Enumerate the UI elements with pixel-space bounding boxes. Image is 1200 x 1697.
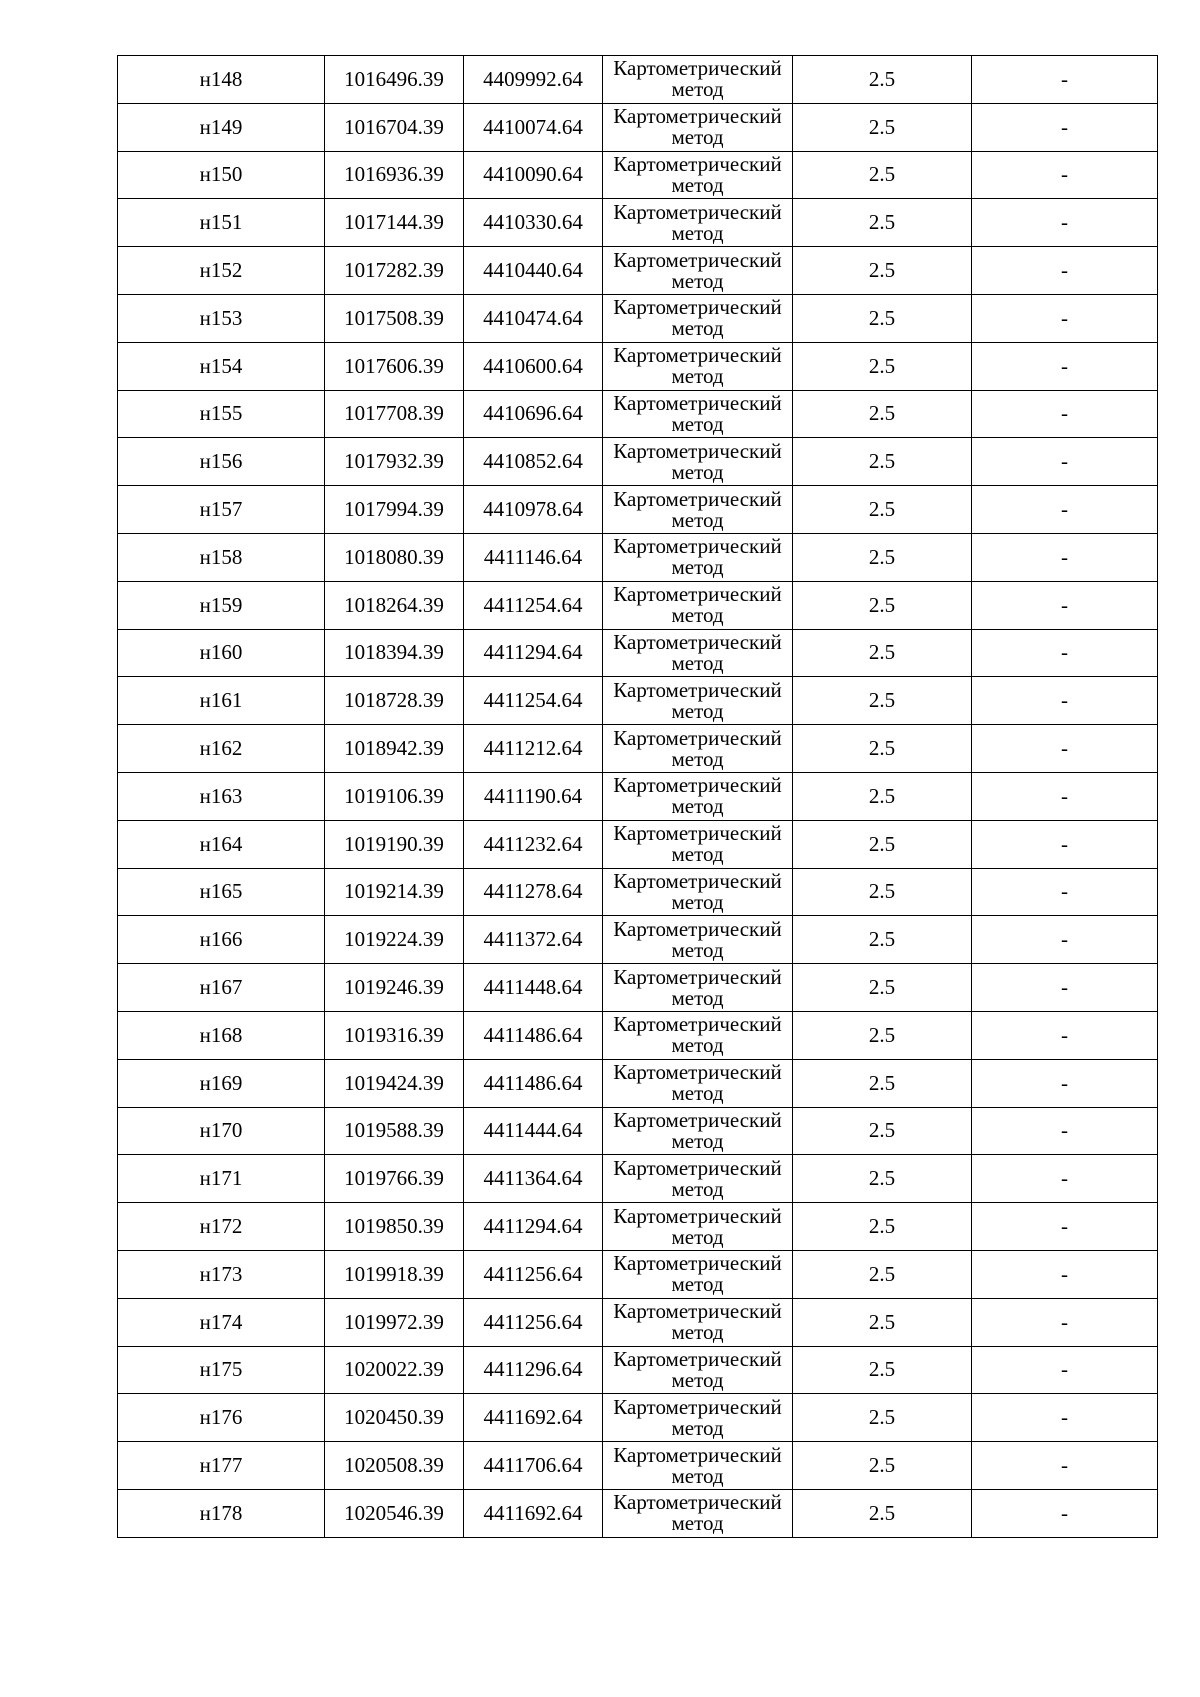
method-line-1: Картометрический bbox=[613, 56, 782, 81]
x-coordinate-cell: 1018942.39 bbox=[325, 725, 464, 773]
y-coordinate-cell: 4410696.64 bbox=[464, 390, 603, 438]
accuracy-cell: 2.5 bbox=[793, 103, 972, 151]
method-line-2: метод bbox=[671, 125, 724, 150]
y-coordinate-cell: 4410090.64 bbox=[464, 151, 603, 199]
y-coordinate-cell: 4411372.64 bbox=[464, 916, 603, 964]
note-cell: - bbox=[972, 247, 1158, 295]
method-cell bbox=[603, 916, 793, 964]
y-coordinate-cell: 4410330.64 bbox=[464, 199, 603, 247]
note-cell: - bbox=[972, 725, 1158, 773]
x-coordinate-cell: 1019588.39 bbox=[325, 1107, 464, 1155]
method-line-1: Картометрический bbox=[613, 773, 782, 798]
method-line-2: метод bbox=[671, 603, 724, 628]
method-line-1: Картометрический bbox=[613, 1107, 782, 1132]
method-line-2: метод bbox=[671, 746, 724, 771]
accuracy-cell: 2.5 bbox=[793, 533, 972, 581]
x-coordinate-cell: 1017282.39 bbox=[325, 247, 464, 295]
accuracy-cell: 2.5 bbox=[793, 294, 972, 342]
method-line-1: Картометрический bbox=[613, 1394, 782, 1419]
method-line-1: Картометрический bbox=[613, 1299, 782, 1324]
method-line-2: метод bbox=[671, 985, 724, 1010]
x-coordinate-cell: 1019918.39 bbox=[325, 1250, 464, 1298]
y-coordinate-cell: 4411706.64 bbox=[464, 1442, 603, 1490]
method-line-1: Картометрический bbox=[613, 390, 782, 415]
point-id-cell: н174 bbox=[118, 1298, 325, 1346]
method-line-2: метод bbox=[671, 937, 724, 962]
method-cell bbox=[603, 964, 793, 1012]
point-id-cell: н170 bbox=[118, 1107, 325, 1155]
note-cell: - bbox=[972, 294, 1158, 342]
note-cell: - bbox=[972, 868, 1158, 916]
table-row bbox=[118, 629, 1158, 677]
method-line-1: Картометрический bbox=[613, 199, 782, 224]
point-id-cell: н150 bbox=[118, 151, 325, 199]
accuracy-cell: 2.5 bbox=[793, 390, 972, 438]
point-id-cell: н160 bbox=[118, 629, 325, 677]
method-line-2: метод bbox=[671, 459, 724, 484]
method-line-2: метод bbox=[671, 411, 724, 436]
y-coordinate-cell: 4410600.64 bbox=[464, 342, 603, 390]
x-coordinate-cell: 1018728.39 bbox=[325, 677, 464, 725]
accuracy-cell: 2.5 bbox=[793, 1155, 972, 1203]
y-coordinate-cell: 4411294.64 bbox=[464, 1203, 603, 1251]
x-coordinate-cell: 1019850.39 bbox=[325, 1203, 464, 1251]
x-coordinate-cell: 1016704.39 bbox=[325, 103, 464, 151]
method-line-2: метод bbox=[671, 1224, 724, 1249]
note-cell: - bbox=[972, 342, 1158, 390]
y-coordinate-cell: 4411692.64 bbox=[464, 1394, 603, 1442]
method-line-2: метод bbox=[671, 172, 724, 197]
method-cell bbox=[603, 1203, 793, 1251]
note-cell: - bbox=[972, 581, 1158, 629]
y-coordinate-cell: 4411146.64 bbox=[464, 533, 603, 581]
table-row bbox=[118, 486, 1158, 534]
method-line-1: Картометрический bbox=[613, 821, 782, 846]
y-coordinate-cell: 4410074.64 bbox=[464, 103, 603, 151]
accuracy-cell: 2.5 bbox=[793, 964, 972, 1012]
x-coordinate-cell: 1017708.39 bbox=[325, 390, 464, 438]
table-row bbox=[118, 916, 1158, 964]
method-line-2: метод bbox=[671, 1081, 724, 1106]
y-coordinate-cell: 4411692.64 bbox=[464, 1489, 603, 1537]
y-coordinate-cell: 4411190.64 bbox=[464, 772, 603, 820]
note-cell: - bbox=[972, 438, 1158, 486]
table-row bbox=[118, 1250, 1158, 1298]
note-cell: - bbox=[972, 1203, 1158, 1251]
table-row bbox=[118, 294, 1158, 342]
y-coordinate-cell: 4411444.64 bbox=[464, 1107, 603, 1155]
table-row bbox=[118, 581, 1158, 629]
method-cell bbox=[603, 438, 793, 486]
x-coordinate-cell: 1020450.39 bbox=[325, 1394, 464, 1442]
note-cell: - bbox=[972, 1155, 1158, 1203]
accuracy-cell: 2.5 bbox=[793, 820, 972, 868]
table-row bbox=[118, 772, 1158, 820]
x-coordinate-cell: 1019214.39 bbox=[325, 868, 464, 916]
table-row bbox=[118, 868, 1158, 916]
x-coordinate-cell: 1017508.39 bbox=[325, 294, 464, 342]
method-cell bbox=[603, 820, 793, 868]
y-coordinate-cell: 4411296.64 bbox=[464, 1346, 603, 1394]
y-coordinate-cell: 4411294.64 bbox=[464, 629, 603, 677]
method-cell bbox=[603, 1394, 793, 1442]
point-id-cell: н162 bbox=[118, 725, 325, 773]
method-cell bbox=[603, 103, 793, 151]
method-line-2: метод bbox=[671, 650, 724, 675]
table-row bbox=[118, 1346, 1158, 1394]
method-cell bbox=[603, 772, 793, 820]
method-line-1: Картометрический bbox=[613, 247, 782, 272]
point-id-cell: н166 bbox=[118, 916, 325, 964]
x-coordinate-cell: 1019972.39 bbox=[325, 1298, 464, 1346]
table-row bbox=[118, 1059, 1158, 1107]
accuracy-cell: 2.5 bbox=[793, 1250, 972, 1298]
method-cell bbox=[603, 151, 793, 199]
table-row bbox=[118, 1011, 1158, 1059]
point-id-cell: н178 bbox=[118, 1489, 325, 1537]
note-cell: - bbox=[972, 103, 1158, 151]
point-id-cell: н159 bbox=[118, 581, 325, 629]
table-row bbox=[118, 390, 1158, 438]
point-id-cell: н155 bbox=[118, 390, 325, 438]
accuracy-cell: 2.5 bbox=[793, 868, 972, 916]
accuracy-cell: 2.5 bbox=[793, 581, 972, 629]
table-row bbox=[118, 1107, 1158, 1155]
method-cell bbox=[603, 56, 793, 104]
y-coordinate-cell: 4411212.64 bbox=[464, 725, 603, 773]
x-coordinate-cell: 1017932.39 bbox=[325, 438, 464, 486]
table-row bbox=[118, 247, 1158, 295]
accuracy-cell: 2.5 bbox=[793, 56, 972, 104]
method-line-2: метод bbox=[671, 220, 724, 245]
method-line-2: метод bbox=[671, 794, 724, 819]
method-line-1: Картометрический bbox=[613, 964, 782, 989]
method-cell bbox=[603, 1346, 793, 1394]
method-cell bbox=[603, 1059, 793, 1107]
y-coordinate-cell: 4411256.64 bbox=[464, 1250, 603, 1298]
table-row bbox=[118, 342, 1158, 390]
x-coordinate-cell: 1018080.39 bbox=[325, 533, 464, 581]
method-line-1: Картометрический bbox=[613, 1060, 782, 1085]
method-cell bbox=[603, 581, 793, 629]
method-cell bbox=[603, 342, 793, 390]
coordinates-table bbox=[117, 55, 1158, 1538]
table-row bbox=[118, 725, 1158, 773]
point-id-cell: н171 bbox=[118, 1155, 325, 1203]
x-coordinate-cell: 1017606.39 bbox=[325, 342, 464, 390]
y-coordinate-cell: 4411486.64 bbox=[464, 1011, 603, 1059]
note-cell: - bbox=[972, 772, 1158, 820]
y-coordinate-cell: 4410440.64 bbox=[464, 247, 603, 295]
y-coordinate-cell: 4411486.64 bbox=[464, 1059, 603, 1107]
table-row bbox=[118, 438, 1158, 486]
method-cell bbox=[603, 629, 793, 677]
method-line-2: метод bbox=[671, 1033, 724, 1058]
x-coordinate-cell: 1017144.39 bbox=[325, 199, 464, 247]
method-line-2: метод bbox=[671, 555, 724, 580]
method-line-1: Картометрический bbox=[613, 104, 782, 129]
method-line-2: метод bbox=[671, 1176, 724, 1201]
table-row bbox=[118, 1442, 1158, 1490]
point-id-cell: н177 bbox=[118, 1442, 325, 1490]
method-line-1: Картометрический bbox=[613, 295, 782, 320]
table-row bbox=[118, 151, 1158, 199]
x-coordinate-cell: 1019246.39 bbox=[325, 964, 464, 1012]
method-line-2: метод bbox=[671, 1511, 724, 1536]
note-cell: - bbox=[972, 151, 1158, 199]
accuracy-cell: 2.5 bbox=[793, 1059, 972, 1107]
note-cell: - bbox=[972, 1442, 1158, 1490]
method-line-1: Картометрический bbox=[613, 1155, 782, 1180]
method-cell bbox=[603, 1489, 793, 1537]
point-id-cell: н154 bbox=[118, 342, 325, 390]
point-id-cell: н176 bbox=[118, 1394, 325, 1442]
table-row bbox=[118, 677, 1158, 725]
point-id-cell: н148 bbox=[118, 56, 325, 104]
method-cell bbox=[603, 390, 793, 438]
note-cell: - bbox=[972, 390, 1158, 438]
note-cell: - bbox=[972, 1298, 1158, 1346]
method-line-2: метод bbox=[671, 1415, 724, 1440]
table-row bbox=[118, 1155, 1158, 1203]
point-id-cell: н161 bbox=[118, 677, 325, 725]
x-coordinate-cell: 1020508.39 bbox=[325, 1442, 464, 1490]
method-cell bbox=[603, 1442, 793, 1490]
method-cell bbox=[603, 1107, 793, 1155]
method-line-1: Картометрический bbox=[613, 582, 782, 607]
accuracy-cell: 2.5 bbox=[793, 1442, 972, 1490]
point-id-cell: н152 bbox=[118, 247, 325, 295]
note-cell: - bbox=[972, 486, 1158, 534]
note-cell: - bbox=[972, 916, 1158, 964]
method-line-2: метод bbox=[671, 1272, 724, 1297]
point-id-cell: н168 bbox=[118, 1011, 325, 1059]
y-coordinate-cell: 4411254.64 bbox=[464, 581, 603, 629]
accuracy-cell: 2.5 bbox=[793, 199, 972, 247]
x-coordinate-cell: 1020022.39 bbox=[325, 1346, 464, 1394]
y-coordinate-cell: 4411278.64 bbox=[464, 868, 603, 916]
method-cell bbox=[603, 1155, 793, 1203]
y-coordinate-cell: 4411448.64 bbox=[464, 964, 603, 1012]
note-cell: - bbox=[972, 1059, 1158, 1107]
accuracy-cell: 2.5 bbox=[793, 1394, 972, 1442]
method-cell bbox=[603, 486, 793, 534]
table-row bbox=[118, 1298, 1158, 1346]
accuracy-cell: 2.5 bbox=[793, 916, 972, 964]
point-id-cell: н149 bbox=[118, 103, 325, 151]
method-line-1: Картометрический bbox=[613, 486, 782, 511]
x-coordinate-cell: 1018264.39 bbox=[325, 581, 464, 629]
y-coordinate-cell: 4411232.64 bbox=[464, 820, 603, 868]
point-id-cell: н175 bbox=[118, 1346, 325, 1394]
accuracy-cell: 2.5 bbox=[793, 247, 972, 295]
note-cell: - bbox=[972, 820, 1158, 868]
x-coordinate-cell: 1019424.39 bbox=[325, 1059, 464, 1107]
method-cell bbox=[603, 1298, 793, 1346]
table-row bbox=[118, 820, 1158, 868]
accuracy-cell: 2.5 bbox=[793, 1489, 972, 1537]
point-id-cell: н163 bbox=[118, 772, 325, 820]
method-cell bbox=[603, 725, 793, 773]
note-cell: - bbox=[972, 1107, 1158, 1155]
method-line-1: Картометрический bbox=[613, 343, 782, 368]
note-cell: - bbox=[972, 1346, 1158, 1394]
method-line-2: метод bbox=[671, 316, 724, 341]
accuracy-cell: 2.5 bbox=[793, 151, 972, 199]
method-line-1: Картометрический bbox=[613, 534, 782, 559]
y-coordinate-cell: 4409992.64 bbox=[464, 56, 603, 104]
y-coordinate-cell: 4411254.64 bbox=[464, 677, 603, 725]
point-id-cell: н151 bbox=[118, 199, 325, 247]
method-line-2: метод bbox=[671, 698, 724, 723]
accuracy-cell: 2.5 bbox=[793, 1298, 972, 1346]
accuracy-cell: 2.5 bbox=[793, 1107, 972, 1155]
method-line-1: Картометрический bbox=[613, 151, 782, 176]
y-coordinate-cell: 4411364.64 bbox=[464, 1155, 603, 1203]
note-cell: - bbox=[972, 1394, 1158, 1442]
method-line-1: Картометрический bbox=[613, 868, 782, 893]
point-id-cell: н172 bbox=[118, 1203, 325, 1251]
method-cell bbox=[603, 199, 793, 247]
method-line-1: Картометрический bbox=[613, 1203, 782, 1228]
y-coordinate-cell: 4410978.64 bbox=[464, 486, 603, 534]
note-cell: - bbox=[972, 199, 1158, 247]
method-line-1: Картометрический bbox=[613, 629, 782, 654]
method-cell bbox=[603, 868, 793, 916]
method-line-1: Картометрический bbox=[613, 1012, 782, 1037]
method-line-2: метод bbox=[671, 1320, 724, 1345]
note-cell: - bbox=[972, 677, 1158, 725]
method-line-1: Картометрический bbox=[613, 1442, 782, 1467]
point-id-cell: н158 bbox=[118, 533, 325, 581]
method-line-2: метод bbox=[671, 364, 724, 389]
table-body bbox=[118, 56, 1158, 1538]
x-coordinate-cell: 1016496.39 bbox=[325, 56, 464, 104]
x-coordinate-cell: 1019224.39 bbox=[325, 916, 464, 964]
method-line-1: Картометрический bbox=[613, 677, 782, 702]
method-line-1: Картометрический bbox=[613, 438, 782, 463]
accuracy-cell: 2.5 bbox=[793, 629, 972, 677]
table-row bbox=[118, 56, 1158, 104]
method-line-1: Картометрический bbox=[613, 916, 782, 941]
note-cell: - bbox=[972, 1011, 1158, 1059]
note-cell: - bbox=[972, 533, 1158, 581]
point-id-cell: н165 bbox=[118, 868, 325, 916]
point-id-cell: н157 bbox=[118, 486, 325, 534]
method-line-2: метод bbox=[671, 889, 724, 914]
point-id-cell: н153 bbox=[118, 294, 325, 342]
table-row bbox=[118, 1203, 1158, 1251]
note-cell: - bbox=[972, 1489, 1158, 1537]
table-row bbox=[118, 199, 1158, 247]
method-line-1: Картометрический bbox=[613, 1490, 782, 1515]
table-row bbox=[118, 1394, 1158, 1442]
table-row bbox=[118, 1489, 1158, 1537]
accuracy-cell: 2.5 bbox=[793, 1203, 972, 1251]
point-id-cell: н169 bbox=[118, 1059, 325, 1107]
accuracy-cell: 2.5 bbox=[793, 1011, 972, 1059]
table-row bbox=[118, 103, 1158, 151]
method-line-2: метод bbox=[671, 77, 724, 102]
x-coordinate-cell: 1016936.39 bbox=[325, 151, 464, 199]
x-coordinate-cell: 1018394.39 bbox=[325, 629, 464, 677]
x-coordinate-cell: 1019190.39 bbox=[325, 820, 464, 868]
method-line-1: Картометрический bbox=[613, 1346, 782, 1371]
method-line-2: метод bbox=[671, 842, 724, 867]
point-id-cell: н173 bbox=[118, 1250, 325, 1298]
x-coordinate-cell: 1019106.39 bbox=[325, 772, 464, 820]
method-line-2: метод bbox=[671, 1367, 724, 1392]
method-line-2: метод bbox=[671, 1128, 724, 1153]
accuracy-cell: 2.5 bbox=[793, 342, 972, 390]
accuracy-cell: 2.5 bbox=[793, 438, 972, 486]
x-coordinate-cell: 1019766.39 bbox=[325, 1155, 464, 1203]
table-row bbox=[118, 533, 1158, 581]
point-id-cell: н167 bbox=[118, 964, 325, 1012]
x-coordinate-cell: 1017994.39 bbox=[325, 486, 464, 534]
y-coordinate-cell: 4410474.64 bbox=[464, 294, 603, 342]
method-line-1: Картометрический bbox=[613, 725, 782, 750]
accuracy-cell: 2.5 bbox=[793, 772, 972, 820]
method-line-2: метод bbox=[671, 507, 724, 532]
accuracy-cell: 2.5 bbox=[793, 486, 972, 534]
point-id-cell: н156 bbox=[118, 438, 325, 486]
y-coordinate-cell: 4411256.64 bbox=[464, 1298, 603, 1346]
method-line-2: метод bbox=[671, 1463, 724, 1488]
y-coordinate-cell: 4410852.64 bbox=[464, 438, 603, 486]
method-cell bbox=[603, 247, 793, 295]
method-cell bbox=[603, 1011, 793, 1059]
accuracy-cell: 2.5 bbox=[793, 677, 972, 725]
method-cell bbox=[603, 677, 793, 725]
x-coordinate-cell: 1019316.39 bbox=[325, 1011, 464, 1059]
table-row bbox=[118, 964, 1158, 1012]
accuracy-cell: 2.5 bbox=[793, 725, 972, 773]
x-coordinate-cell: 1020546.39 bbox=[325, 1489, 464, 1537]
method-cell bbox=[603, 533, 793, 581]
accuracy-cell: 2.5 bbox=[793, 1346, 972, 1394]
method-line-1: Картометрический bbox=[613, 1251, 782, 1276]
method-cell bbox=[603, 294, 793, 342]
note-cell: - bbox=[972, 964, 1158, 1012]
method-line-2: метод bbox=[671, 268, 724, 293]
note-cell: - bbox=[972, 56, 1158, 104]
point-id-cell: н164 bbox=[118, 820, 325, 868]
note-cell: - bbox=[972, 629, 1158, 677]
note-cell: - bbox=[972, 1250, 1158, 1298]
method-cell bbox=[603, 1250, 793, 1298]
